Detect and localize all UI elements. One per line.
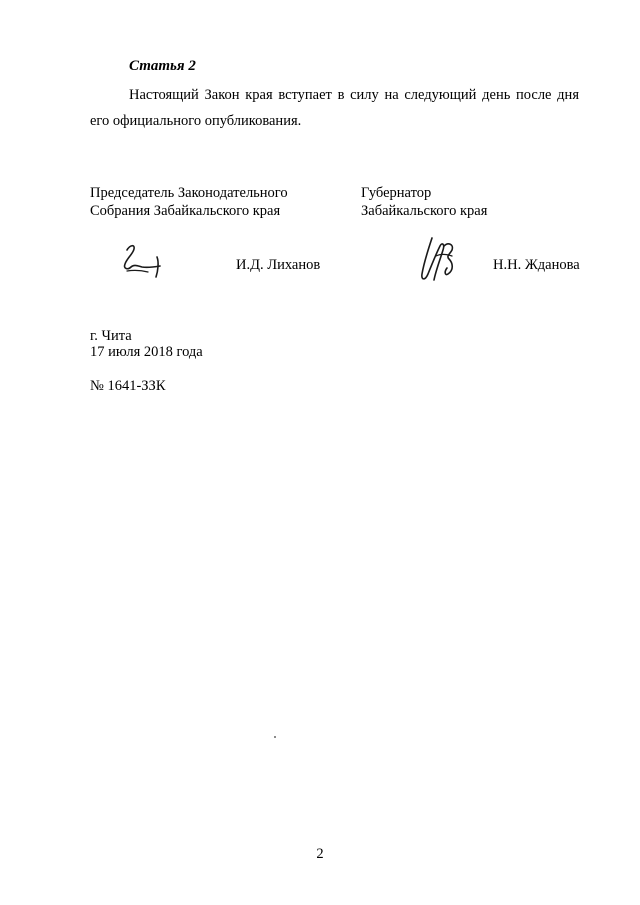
chair-title-line-2: Собрания Забайкальского края xyxy=(90,203,281,219)
article-text-line-1: Настоящий Закон края вступает в силу на следующий день после дня xyxy=(129,87,579,103)
governor-signature xyxy=(418,232,464,292)
scan-speck xyxy=(274,736,276,738)
governor-title-line-2: Забайкальского края xyxy=(361,203,488,219)
chair-signature xyxy=(118,240,168,282)
chair-name: И.Д. Лиханов xyxy=(236,257,321,273)
page-number: 2 xyxy=(316,846,324,862)
article-heading: Статья 2 xyxy=(129,58,196,74)
article-text-line-2: его официального опубликования. xyxy=(90,113,302,129)
law-number: № 1641-ЗЗК xyxy=(90,378,166,394)
governor-name: Н.Н. Жданова xyxy=(493,257,580,273)
chair-title-line-1: Председатель Законодательного xyxy=(90,185,288,201)
governor-title-line-1: Губернатор xyxy=(361,185,432,201)
city: г. Чита xyxy=(90,328,132,344)
date: 17 июля 2018 года xyxy=(90,344,203,360)
